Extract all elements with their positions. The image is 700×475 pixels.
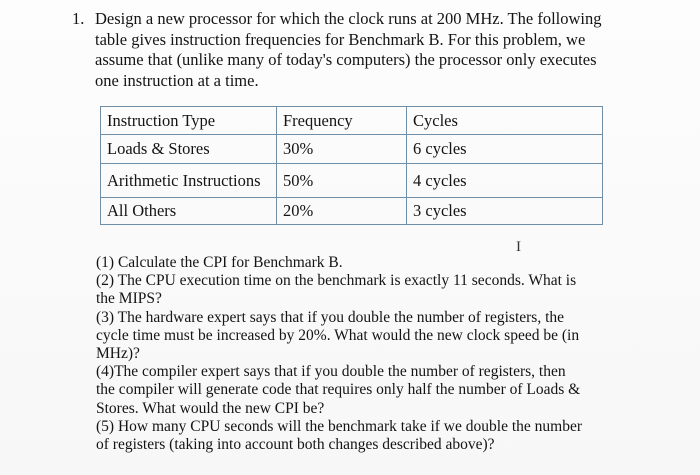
table-row: [101, 164, 603, 198]
cell-cycles: 6 cycles: [407, 135, 603, 164]
subquestion-line: MHz)?: [96, 345, 140, 363]
cell-frequency: 50%: [277, 164, 407, 198]
cell-cycles: 3 cycles: [407, 198, 603, 225]
intro-line: Design a new processor for which the clock runs at 200 MHz. The following: [95, 9, 602, 28]
intro-line: assume that (unlike many of today's computers) the processor only executes: [95, 50, 597, 69]
subquestion-line: (1) Calculate the CPI for Benchmark B.: [96, 254, 343, 271]
table-row: [101, 198, 603, 225]
instruction-frequency-table: [100, 106, 603, 225]
subquestion-line: (3) The hardware expert says that if you double the number of registers, the: [96, 308, 565, 326]
cell-frequency: 30%: [277, 135, 407, 164]
text-cursor-icon: I: [516, 239, 521, 255]
subquestion-line: (4)The compiler expert says that if you double the number of registers, then: [96, 363, 566, 381]
cell-instruction-type: Loads & Stores: [101, 135, 277, 164]
subquestion-line: of registers (taking into account both changes described above)?: [96, 436, 495, 454]
cell-instruction-type: All Others: [101, 198, 277, 225]
table-header-row: [101, 107, 603, 135]
subquestions: [96, 254, 626, 454]
question-number: 1.: [72, 9, 85, 28]
subquestion-line: (2) The CPU execution time on the benchmark is exactly 11 seconds. What is: [96, 272, 577, 290]
intro-line: table gives instruction frequencies for Benchmark B. For this problem, we: [95, 29, 586, 49]
subquestion-line: cycle time must be increased by 20%. What would the new clock speed be (in: [96, 326, 580, 344]
subquestion-line: Stores. What would the new CPI be?: [96, 399, 325, 417]
question-intro: [95, 9, 625, 91]
cell-frequency: 20%: [277, 198, 407, 225]
subquestion-line: the compiler will generate code that requires only half the number of Loads &: [96, 381, 581, 399]
cell-cycles: 4 cycles: [407, 164, 603, 198]
header-instruction-type: Instruction Type: [101, 107, 277, 135]
intro-line: one instruction at a time.: [95, 70, 259, 90]
table-row: [101, 135, 603, 164]
subquestion-line: (5) How many CPU seconds will the benchmark take if we double the number: [96, 417, 582, 435]
header-frequency: Frequency: [277, 107, 407, 135]
header-cycles: Cycles: [407, 107, 603, 135]
subquestion-line: the MIPS?: [96, 290, 162, 308]
cell-instruction-type: Arithmetic Instructions: [101, 164, 277, 198]
